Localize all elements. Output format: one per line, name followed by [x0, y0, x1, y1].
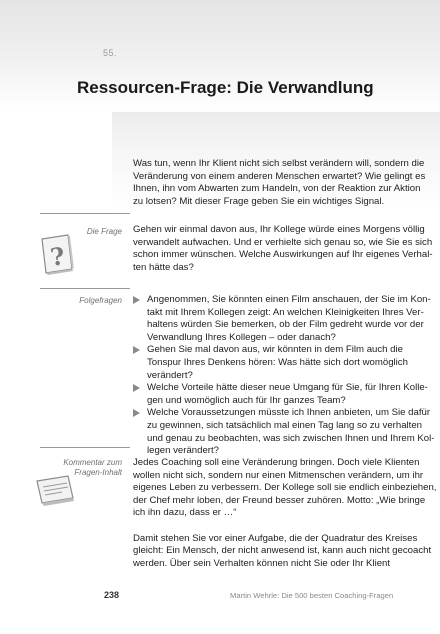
text-line: wollen nicht sich, sondern nur einen Mitmenschen verändern, um ihr	[133, 469, 424, 481]
text-line: Gehen Sie mal davon aus, wir könnten in dem Film auch die	[147, 344, 403, 356]
text-line: ten hätte das?	[133, 261, 194, 273]
label-line: Fragen-Inhalt	[74, 468, 122, 477]
text-line: zu gewinnen, sich tatsächlich mal einen Tag lang so zu verhalten	[147, 419, 423, 431]
text-line: eigenes Leben zu verbessern. Der Kollege soll sie endlich einbeziehen,	[133, 482, 437, 494]
text-line: Welche Vorteile hätte dieser neue Umgang für Sie, für Ihren Kolle-	[147, 382, 428, 394]
text-line: legen verändert?	[147, 445, 220, 457]
text-line: Gehen wir einmal davon aus, Ihr Kollege würde eines Morgens völlig	[133, 224, 425, 235]
triangle-bullet-icon	[133, 296, 140, 304]
list-item	[133, 294, 434, 344]
page-title: Ressourcen-Frage: Die Verwandlung	[77, 78, 374, 97]
text-line: Tonspur Ihres Denkens hören: Was hätte sich dort womöglich	[147, 356, 408, 368]
question-note-icon	[38, 233, 76, 275]
page-number: 238	[104, 590, 120, 600]
text-line: Was tun, wenn Ihr Klient nicht sich selbst verändern will, sondern die	[133, 158, 425, 169]
triangle-bullet-icon	[133, 409, 140, 417]
paragraph-gap	[133, 520, 436, 533]
text-line: schon immer wünschen. Welche Auswirkungen auf Ihr eigenes Verhal-	[133, 249, 433, 261]
text-line: verwandelt aufwachen. Und er verhielte sich genau so, wie Sie es sich	[133, 236, 433, 248]
question-number: 55.	[103, 48, 118, 58]
text-line: Veränderung von einem anderen Menschen erwartet? Wie gelingt es	[133, 170, 426, 182]
text-line: Angenommen, Sie könnten einen Film anschauen, der Sie im Kon-	[147, 294, 431, 305]
commentary-paragraph	[133, 457, 436, 570]
follow-up-list	[133, 294, 434, 458]
section-divider	[40, 288, 130, 289]
question-paragraph	[133, 224, 433, 274]
text-line: takt mit Ihrem Kollegen zeigt: An welchen Kleinigkeiten Ihres Ver-	[147, 306, 424, 318]
list-item	[133, 407, 434, 457]
section-label-die-frage: Die Frage	[86, 227, 122, 236]
triangle-bullet-icon	[133, 384, 140, 392]
text-line: verändert?	[147, 369, 193, 381]
section-label-folgefragen: Folgefragen	[79, 296, 122, 305]
text-line: zu lotsen? Mit dieser Frage geben Sie ein wichtiges Signal.	[133, 195, 385, 207]
envelope-icon	[34, 473, 76, 507]
section-divider	[40, 447, 130, 448]
text-line: Verwandlung Ihres Kollegen – oder danach?	[147, 331, 336, 343]
text-line: werden. Über sein Verhalten können nicht Sie oder Ihr Klient	[133, 557, 391, 569]
intro-paragraph	[133, 158, 425, 208]
text-line: Jedes Coaching soll eine Veränderung bringen. Doch viele Klienten	[133, 457, 420, 468]
text-line: gen und womöglich auch für Ihr ganzes Team?	[147, 394, 346, 406]
text-line: Ihnen, ihn vom Abwarten zum Handeln, von der Reaktion zur Aktion	[133, 183, 421, 195]
triangle-bullet-icon	[133, 346, 140, 354]
text-line: ich ihn dazu, dass er …“	[133, 507, 237, 519]
footer-credit: Martin Wehrle: Die 500 besten Coaching-Fragen	[230, 591, 394, 600]
label-line: Kommentar zum	[63, 458, 122, 467]
svg-text:?: ?	[48, 241, 67, 272]
text-line: Damit stehen Sie vor einer Aufgabe, die der Quadratur des Kreises	[133, 532, 418, 544]
text-line: gleicht: Ein Mensch, der nicht anwesend ist, kann auch nicht gecoacht	[133, 545, 432, 557]
list-item	[133, 344, 434, 382]
section-divider	[40, 213, 130, 214]
list-item	[133, 382, 434, 407]
text-line: Welche Voraussetzungen müsste ich Ihnen anbieten, um Sie dafür	[147, 407, 431, 419]
text-line: und genau zu beobachten, was sich zwischen Ihnen und Ihrem Kol-	[147, 432, 435, 444]
text-line: der Chef mehr loben, der Freund besser zuhören. Motto: „Wie bringe	[133, 494, 426, 506]
text-line: haltens würden Sie bemerken, ob der Film gedreht wurde vor der	[147, 319, 424, 331]
